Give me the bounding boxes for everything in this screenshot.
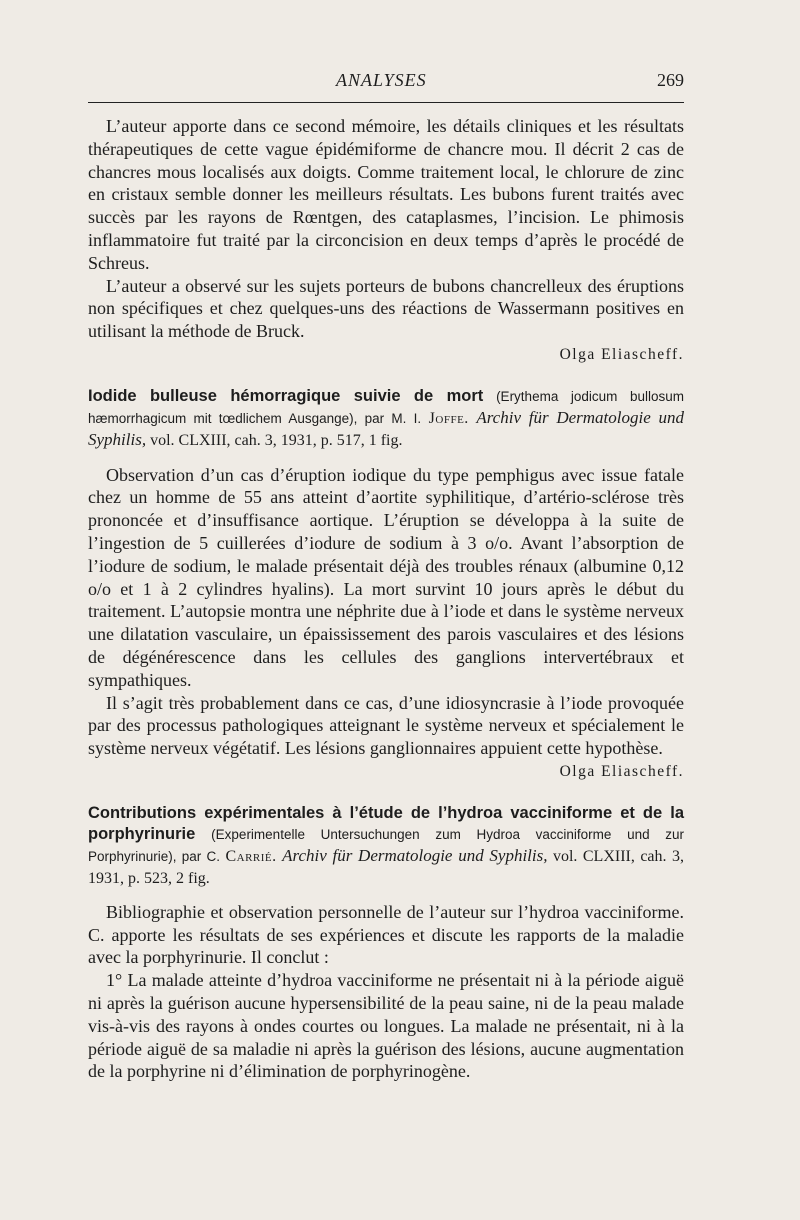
article-title: Contributions expérimentales à l’étude de l’hydroa vacciniforme et de la porphyrinurie <box>88 803 684 844</box>
page-header <box>88 70 684 102</box>
paragraph: Il s’agit très probablement dans ce cas, d’une idiosyncrasie à l’iode provoquée par des processus pathologiques atteignant le système nerveux et spécialement le système nerveux végétatif. Les lésions ganglionnaires appuient cette hypothèse. <box>88 692 684 759</box>
journal-name: Archiv für Dermatologie und Syphilis, <box>88 408 685 450</box>
citation: vol. CLXIII, cah. 3, 1931, p. 517, 1 fig. <box>150 432 403 450</box>
signature: Olga Eliascheff. <box>559 762 684 780</box>
paragraph: L’auteur apporte dans ce second mémoire, les détails cliniques et les résultats thérapeutiques de cette vague épidémiforme de chancre mou. Il décrit 2 cas de chancres mous localisés aux doigts. Comme traitement local, le chlorure de zinc en cristaux semble donner les meilleurs résultats. Les bubons furent traités avec succès par les rayons de Rœntgen, des cataplasmes, l’incision. Le phimosis inflammatoire fut traité par la circoncision en deux temps d’après le procédé de Schreus. <box>88 116 684 273</box>
page-body <box>88 115 684 1083</box>
page-number: 269 <box>657 70 684 90</box>
article-heading <box>88 803 684 889</box>
header-rule <box>88 102 684 103</box>
article-original-title: (Erythema jodicum bullosum hæmorrhagicum mit tœdlichem Ausgange), par M. I. <box>88 388 685 427</box>
article-original-title: (Experimentelle Untersuchungen zum Hydroa vacciniforme und zur Porphyrinurie), par C. <box>88 827 685 865</box>
paragraph: 1° La malade atteinte d’hydroa vacciniforme ne présentait ni à la période aiguë ni après la guérison aucune hypersensibilité de la peau saine, ni de la peau malade vis-à-vis des rayons à ondes courtes ou longues. La malade ne présentait, ni à la période aiguë de sa maladie ni après la guérison des lésions, aucune augmentation de la porphyrine ni d’élimination de porphyrinogène. <box>88 970 684 1082</box>
article-heading <box>88 386 684 452</box>
article-author: Carrié. <box>225 848 277 866</box>
article-author: Joffe. <box>428 410 469 428</box>
paragraph: Observation d’un cas d’éruption iodique du type pemphigus avec issue fatale chez un homme de 55 ans atteint d’aortite syphilitique, d’artério-sclérose très prononcée et d’insuffisance aortique. L’éruption se développa à la suite de l’ingestion de 5 cuillerées d’iodure de sodium à 3 o/o. Avant l’absorption de l’iodure de sodium, le malade présentait déjà des troubles rénaux (albumine 0,12 o/o et 1 à 2 cylindres hyalins). La mort survint 10 jours après le début du traitement. L’autopsie montra une néphrite due à l’iode et dans le système nerveux une dilatation vasculaire, un épaississement des parois vasculaires et des lésions de dégénérescence dans les cellules des ganglions intervertébraux et sympathiques. <box>88 464 684 690</box>
article-title: Iodide bulleuse hémorragique suivie de mort <box>88 386 484 405</box>
journal-name: Archiv für Dermatologie und Syphilis, <box>282 846 548 866</box>
paragraph: L’auteur a observé sur les sujets porteurs de bubons chancrelleux des éruptions non spécifiques et chez quelques-uns des réactions de Wassermann positives en utilisant la méthode de Bruck. <box>88 275 684 342</box>
paragraph: Bibliographie et observation personnelle de l’auteur sur l’hydroa vacciniforme. C. apporte les résultats de ses expériences et discute les rapports de la maladie avec la porphyrinurie. Il conclut : <box>88 901 684 968</box>
citation: vol. CLXIII, cah. 3, 1931, p. 523, 2 fig. <box>88 848 684 887</box>
signature: Olga Eliascheff. <box>559 345 684 363</box>
running-title: ANALYSES <box>336 70 427 90</box>
